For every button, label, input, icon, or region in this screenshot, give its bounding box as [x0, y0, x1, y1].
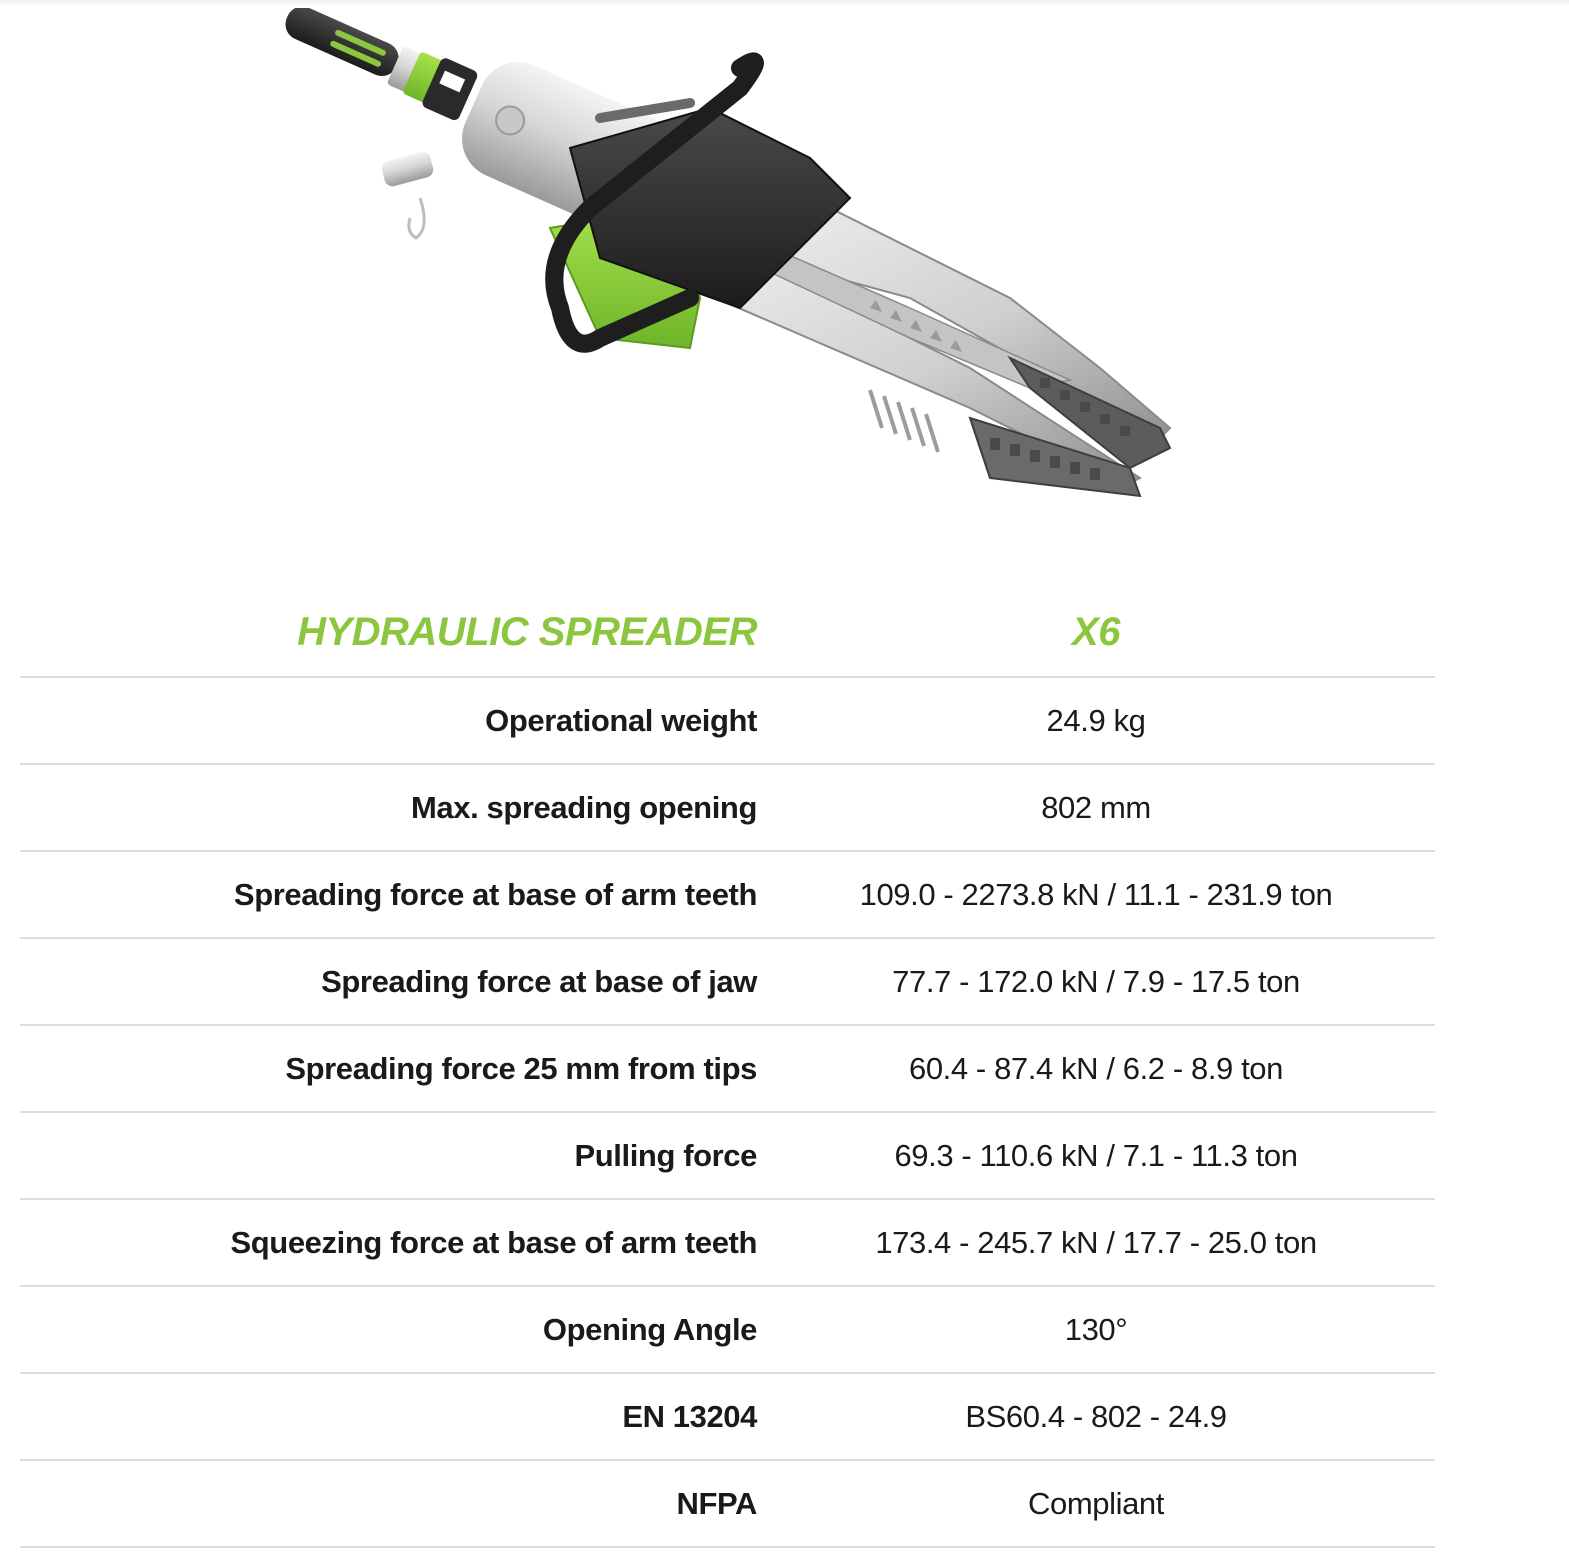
spec-value: 60.4 - 87.4 kN / 6.2 - 8.9 ton	[757, 1025, 1435, 1112]
spec-row	[20, 1460, 1435, 1547]
spec-value: 24.9 kg	[757, 677, 1435, 764]
spec-value: 802 mm	[757, 764, 1435, 851]
spec-label: Pulling force	[20, 1112, 757, 1199]
spec-row	[20, 1373, 1435, 1460]
spec-row	[20, 1286, 1435, 1373]
spec-value: Compliant	[757, 1460, 1435, 1547]
spec-table	[20, 588, 1435, 1548]
spec-label: Opening Angle	[20, 1286, 757, 1373]
product-category-heading: HYDRAULIC SPREADER	[20, 588, 757, 677]
spec-label: Spreading force at base of jaw	[20, 938, 757, 1025]
spec-value: 109.0 - 2273.8 kN / 11.1 - 231.9 ton	[757, 851, 1435, 938]
product-image-spreader	[270, 8, 1190, 508]
spec-label: Squeezing force at base of arm teeth	[20, 1199, 757, 1286]
spec-label: Spreading force 25 mm from tips	[20, 1025, 757, 1112]
spec-label: EN 13204	[20, 1373, 757, 1460]
spec-value: 130°	[757, 1286, 1435, 1373]
spec-row	[20, 938, 1435, 1025]
spec-row	[20, 851, 1435, 938]
spec-row	[20, 1199, 1435, 1286]
spec-value: 69.3 - 110.6 kN / 7.1 - 11.3 ton	[757, 1112, 1435, 1199]
model-heading: X6	[757, 588, 1435, 677]
spec-value: 173.4 - 245.7 kN / 17.7 - 25.0 ton	[757, 1199, 1435, 1286]
top-shade	[0, 0, 1569, 6]
spec-row	[20, 764, 1435, 851]
spec-row	[20, 1112, 1435, 1199]
spec-label: Operational weight	[20, 677, 757, 764]
spec-label: Max. spreading opening	[20, 764, 757, 851]
spec-value: 77.7 - 172.0 kN / 7.9 - 17.5 ton	[757, 938, 1435, 1025]
spec-label: NFPA	[20, 1460, 757, 1547]
spec-value: BS60.4 - 802 - 24.9	[757, 1373, 1435, 1460]
spec-row	[20, 677, 1435, 764]
spec-table-header	[20, 588, 1435, 677]
spec-label: Spreading force at base of arm teeth	[20, 851, 757, 938]
spec-row	[20, 1025, 1435, 1112]
spec-table-body	[20, 677, 1435, 1547]
